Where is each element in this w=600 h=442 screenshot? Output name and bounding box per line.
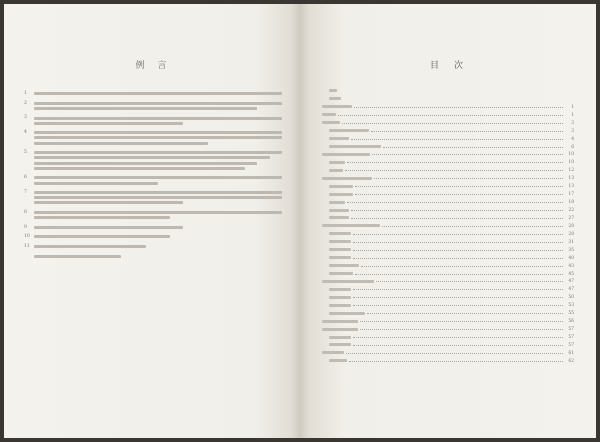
text-line bbox=[329, 145, 381, 148]
text-line bbox=[329, 97, 341, 100]
text-line bbox=[329, 185, 353, 188]
toc-entry-label bbox=[322, 224, 380, 229]
toc-page-number: 35 bbox=[568, 247, 574, 253]
text-line bbox=[34, 226, 183, 229]
note-number: 6 bbox=[24, 175, 27, 181]
text-line bbox=[34, 142, 208, 145]
note-item bbox=[24, 90, 282, 97]
toc-entry-label bbox=[329, 216, 349, 221]
text-line bbox=[34, 167, 245, 170]
text-line bbox=[329, 312, 365, 315]
text-line bbox=[322, 328, 358, 331]
text-line bbox=[329, 201, 345, 204]
toc-entry-label bbox=[329, 184, 353, 189]
toc-entry bbox=[322, 292, 574, 300]
toc-entry-label bbox=[329, 311, 365, 316]
toc-entry-label bbox=[329, 287, 351, 292]
note-text-lines bbox=[34, 233, 282, 240]
toc-entry-label bbox=[329, 160, 345, 165]
dot-leader bbox=[338, 115, 563, 116]
note-text-lines bbox=[34, 174, 282, 187]
dot-leader bbox=[353, 337, 563, 338]
toc-page-number: 57 bbox=[568, 342, 574, 348]
note-number bbox=[24, 252, 34, 259]
text-line bbox=[322, 121, 340, 124]
text-line bbox=[329, 193, 353, 196]
dot-leader bbox=[355, 186, 563, 187]
toc-entry bbox=[322, 332, 574, 340]
toc-page-number: 10 bbox=[568, 152, 574, 158]
text-line bbox=[34, 92, 282, 95]
text-line bbox=[329, 304, 351, 307]
text-line bbox=[329, 359, 347, 362]
toc-entry-label bbox=[329, 129, 369, 134]
dot-leader bbox=[353, 242, 563, 243]
toc-entry-label bbox=[322, 113, 336, 118]
toc-page-number: 28 bbox=[568, 231, 574, 237]
toc-entry-label bbox=[322, 121, 340, 126]
text-line bbox=[329, 161, 345, 164]
text-line bbox=[322, 320, 358, 323]
note-item bbox=[24, 114, 282, 127]
right-page bbox=[300, 4, 596, 438]
toc-entry bbox=[322, 94, 574, 102]
text-line bbox=[34, 211, 282, 214]
toc-page-number: 12 bbox=[568, 168, 574, 174]
text-line bbox=[329, 129, 369, 132]
toc-entry bbox=[322, 340, 574, 348]
toc-entry-label bbox=[329, 89, 337, 94]
toc-page-number: 1 bbox=[571, 104, 574, 110]
toc-entry-label bbox=[329, 97, 341, 102]
text-line bbox=[322, 224, 380, 227]
note-text-lines bbox=[34, 209, 282, 222]
toc-page-number: 56 bbox=[568, 319, 574, 325]
dot-leader bbox=[353, 345, 563, 346]
text-line bbox=[329, 89, 337, 92]
toc-entry bbox=[322, 102, 574, 110]
toc-page-number: 13 bbox=[568, 184, 574, 190]
note-number: 1 bbox=[24, 91, 27, 96]
text-line bbox=[329, 256, 351, 259]
text-line bbox=[34, 131, 282, 134]
toc-entry bbox=[322, 253, 574, 261]
note-text-lines bbox=[34, 100, 282, 113]
toc-entry bbox=[322, 150, 574, 158]
toc-page-number: 17 bbox=[568, 192, 574, 198]
note-item bbox=[24, 149, 282, 172]
text-line bbox=[34, 245, 146, 248]
toc-page-number: 1 bbox=[571, 112, 574, 118]
toc-entry bbox=[322, 157, 574, 165]
text-line bbox=[34, 235, 170, 238]
toc-entry bbox=[322, 142, 574, 150]
text-line bbox=[34, 162, 257, 165]
dot-leader bbox=[353, 289, 563, 290]
toc-entry bbox=[322, 110, 574, 118]
toc-page-number: 47 bbox=[568, 279, 574, 285]
text-line bbox=[34, 196, 282, 199]
text-line bbox=[329, 216, 349, 219]
dot-leader bbox=[382, 226, 563, 227]
text-line bbox=[329, 209, 349, 212]
toc-page-number: 18 bbox=[568, 200, 574, 206]
toc-entry bbox=[322, 165, 574, 173]
text-line bbox=[329, 240, 351, 243]
note-item bbox=[24, 209, 282, 222]
text-line bbox=[34, 136, 282, 139]
toc-page-number: 27 bbox=[568, 215, 574, 221]
dot-leader bbox=[376, 281, 563, 282]
dot-leader bbox=[353, 250, 563, 251]
note-text-lines bbox=[34, 189, 282, 207]
toc-entry-label bbox=[329, 248, 351, 253]
text-line bbox=[34, 191, 282, 194]
note-number: 4 bbox=[24, 130, 27, 136]
note-item bbox=[24, 189, 282, 207]
dot-leader bbox=[355, 194, 563, 195]
text-line bbox=[329, 232, 351, 235]
toc-entry bbox=[322, 348, 574, 356]
dot-leader bbox=[345, 170, 563, 171]
text-line bbox=[329, 296, 351, 299]
toc-entry bbox=[322, 324, 574, 332]
note-item bbox=[24, 224, 282, 231]
text-line bbox=[34, 122, 183, 125]
text-line bbox=[34, 156, 270, 159]
toc-entry bbox=[322, 261, 574, 269]
toc-page-number: 6 bbox=[571, 144, 574, 150]
toc-page-number: 62 bbox=[568, 358, 574, 364]
text-line bbox=[34, 182, 158, 185]
note-number: 9 bbox=[24, 224, 27, 230]
toc-entry-label bbox=[329, 256, 351, 261]
dot-leader bbox=[374, 178, 563, 179]
text-line bbox=[322, 177, 372, 180]
note-number: 3 bbox=[24, 115, 27, 121]
toc-entry-label bbox=[329, 240, 351, 245]
dot-leader bbox=[361, 266, 563, 267]
dot-leader bbox=[372, 154, 563, 155]
toc-page-number: 40 bbox=[568, 255, 574, 261]
note-number: 7 bbox=[24, 189, 27, 195]
toc-entry-label bbox=[322, 152, 370, 157]
toc-entry bbox=[322, 229, 574, 237]
dot-leader bbox=[383, 147, 563, 148]
toc-entry-label bbox=[329, 303, 351, 308]
toc-entry-label bbox=[329, 208, 349, 213]
toc-entry-label bbox=[329, 168, 343, 173]
toc-page-number: 4 bbox=[571, 136, 574, 142]
dot-leader bbox=[351, 218, 563, 219]
text-line bbox=[322, 113, 336, 116]
note-item bbox=[24, 129, 282, 147]
note-text-lines bbox=[34, 243, 282, 250]
explanatory-notes bbox=[24, 90, 282, 262]
toc-page-number: 53 bbox=[568, 303, 574, 309]
toc-entry-label bbox=[329, 295, 351, 300]
dot-leader bbox=[371, 131, 563, 132]
dot-leader bbox=[360, 329, 563, 330]
text-line bbox=[322, 351, 344, 354]
toc-entry-label bbox=[329, 145, 381, 150]
dot-leader bbox=[355, 274, 563, 275]
toc-page-number: 57 bbox=[568, 327, 574, 333]
toc-entry-label bbox=[322, 327, 358, 332]
dot-leader bbox=[346, 353, 563, 354]
toc-entry bbox=[322, 237, 574, 245]
toc-page-number: 31 bbox=[568, 239, 574, 245]
toc-entry bbox=[322, 221, 574, 229]
note-number: 10 bbox=[24, 234, 30, 240]
toc-entry-label bbox=[329, 264, 359, 269]
table-of-contents bbox=[322, 86, 574, 364]
text-line bbox=[329, 336, 351, 339]
toc-entry bbox=[322, 245, 574, 253]
dot-leader bbox=[354, 107, 563, 108]
text-line bbox=[322, 105, 352, 108]
note-item bbox=[24, 100, 282, 113]
text-line bbox=[329, 288, 351, 291]
dot-leader bbox=[347, 202, 563, 203]
toc-entry bbox=[322, 181, 574, 189]
dot-leader bbox=[351, 210, 563, 211]
note-item bbox=[24, 174, 282, 187]
text-line bbox=[329, 272, 353, 275]
text-line bbox=[329, 169, 343, 172]
note-text-lines bbox=[34, 149, 282, 172]
text-line bbox=[34, 201, 183, 204]
toc-entry bbox=[322, 269, 574, 277]
text-line bbox=[322, 153, 370, 156]
text-line bbox=[34, 151, 282, 154]
note-item bbox=[24, 233, 282, 240]
text-line bbox=[322, 280, 374, 283]
dot-leader bbox=[351, 139, 563, 140]
toc-entry-label bbox=[322, 319, 358, 324]
text-line bbox=[329, 264, 359, 267]
toc-page-number: 57 bbox=[568, 335, 574, 340]
toc-entry bbox=[322, 118, 574, 126]
toc-entry-label bbox=[322, 105, 352, 110]
toc-page-number: 47 bbox=[568, 287, 574, 293]
book-spread bbox=[4, 4, 596, 438]
toc-entry bbox=[322, 277, 574, 285]
dot-leader bbox=[360, 321, 563, 322]
note-number: 11 bbox=[24, 243, 30, 249]
toc-page-number: 55 bbox=[568, 311, 574, 317]
note-text-lines bbox=[34, 129, 282, 147]
toc-entry bbox=[322, 316, 574, 324]
toc-entry-label bbox=[329, 335, 351, 340]
dot-leader bbox=[349, 361, 563, 362]
note-item bbox=[24, 243, 282, 250]
toc-entry bbox=[322, 86, 574, 94]
toc-entry bbox=[322, 173, 574, 181]
toc-entry-label bbox=[322, 351, 344, 356]
dot-leader bbox=[353, 258, 563, 259]
toc-page-number: 28 bbox=[568, 223, 574, 229]
note-item bbox=[24, 252, 282, 259]
toc-entry bbox=[322, 126, 574, 134]
toc-page-number: 61 bbox=[568, 350, 574, 356]
dot-leader bbox=[347, 162, 563, 163]
text-line bbox=[34, 107, 257, 110]
text-line bbox=[329, 248, 351, 251]
text-line bbox=[34, 117, 282, 120]
toc-page-number: 50 bbox=[568, 295, 574, 301]
toc-page-number: 10 bbox=[568, 160, 574, 166]
text-line bbox=[34, 255, 121, 258]
toc-entry bbox=[322, 134, 574, 142]
text-line bbox=[329, 137, 349, 140]
note-number: 8 bbox=[24, 209, 27, 215]
toc-entry-label bbox=[329, 272, 353, 277]
note-number: 5 bbox=[24, 150, 27, 156]
toc-entry bbox=[322, 197, 574, 205]
toc-entry bbox=[322, 189, 574, 197]
left-page bbox=[4, 4, 300, 438]
toc-entry-label bbox=[329, 232, 351, 237]
left-page-title: 例 言 bbox=[135, 61, 169, 71]
dot-leader bbox=[353, 234, 563, 235]
toc-entry-label bbox=[329, 200, 345, 205]
toc-entry bbox=[322, 205, 574, 213]
toc-entry bbox=[322, 300, 574, 308]
note-text-lines bbox=[34, 114, 282, 127]
dot-leader bbox=[367, 313, 563, 314]
toc-entry-label bbox=[322, 176, 372, 181]
text-line bbox=[329, 343, 351, 346]
dot-leader bbox=[353, 297, 563, 298]
toc-page-number: 3 bbox=[571, 120, 574, 126]
toc-entry-label bbox=[329, 343, 351, 348]
toc-page-number: 13 bbox=[568, 176, 574, 182]
toc-entry bbox=[322, 284, 574, 292]
toc-page-number: 3 bbox=[571, 128, 574, 134]
text-line bbox=[34, 216, 170, 219]
text-line bbox=[34, 102, 282, 105]
toc-page-number: 43 bbox=[568, 263, 574, 269]
toc-entry bbox=[322, 308, 574, 316]
dot-leader bbox=[342, 123, 563, 124]
toc-page-number: 45 bbox=[568, 271, 574, 277]
toc-entry bbox=[322, 213, 574, 221]
text-line bbox=[34, 176, 282, 179]
note-text-lines bbox=[34, 224, 282, 231]
toc-entry-label bbox=[322, 279, 374, 284]
toc-page-number: 22 bbox=[568, 208, 574, 213]
note-text-lines bbox=[34, 252, 282, 259]
note-text-lines bbox=[34, 90, 282, 97]
toc-entry-label bbox=[329, 137, 349, 142]
toc-title: 目 次 bbox=[429, 61, 466, 71]
dot-leader bbox=[353, 305, 563, 306]
toc-entry-label bbox=[329, 192, 353, 197]
toc-entry bbox=[322, 356, 574, 364]
toc-entry-label bbox=[329, 359, 347, 364]
note-number: 2 bbox=[24, 100, 27, 106]
